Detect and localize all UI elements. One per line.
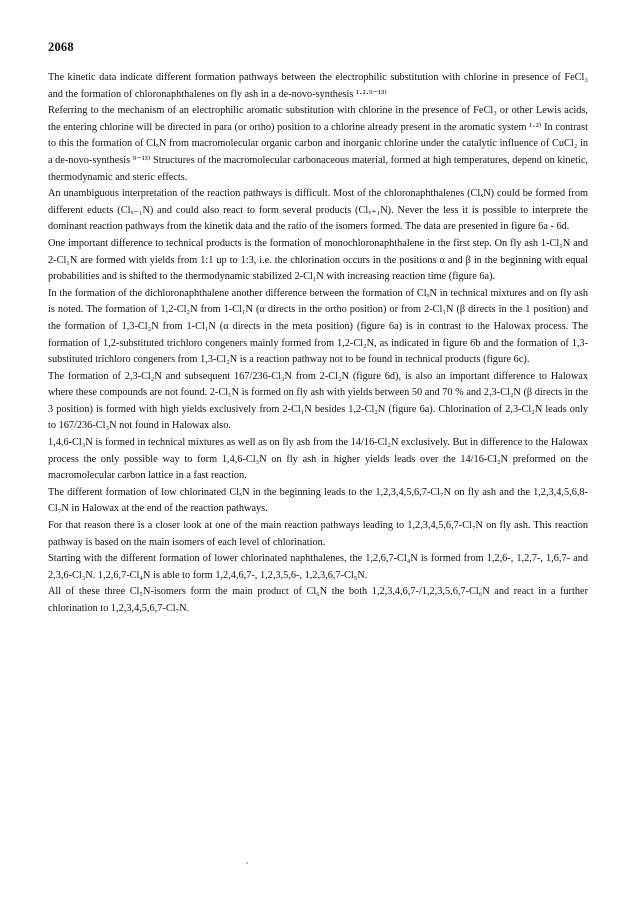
paragraph-reaction-pathways: An unambiguous interpretation of the reaction pathways is difficult. Most of the chloronaphthalenes (ClₓN) could be formed from different educts (Clₓ₋₁N) and could also react to form several products (Clₓ₊₁N). Never the less it is possible to interprete the dominant reaction pathways from the kinetik data and the ratio of the isomers formed. The data are presented in figure 6a - 6d. xyxy=(48,188,588,233)
paragraph-heptachloronaphthalene: The different formation of low chlorinated ClₓN in the beginning leads to the 1,2,3,4,5,6,7-Cl₇N on fly ash and the 1,2,3,4,5,6,8-Cl₇N in Halowax at the end of the reaction pathways. xyxy=(48,486,588,515)
paragraph-tetrachloronaphthalene: Starting with the different formation of lower chlorinated naphthalenes, the 1,2,6,7-Cl₄N is formed from 1,2,6-, 1,2,7-, 1,6,7- and 2,3,6-Cl₃N. 1,2,6,7-Cl₄N is able to form 1,2,4,6,7-, 1,2,3,5,6-, 1,2,3,6,7-Cl₅N. xyxy=(48,553,588,581)
paragraph-1-4-6-trichloronaphthalene: 1,4,6-Cl₃N is formed in technical mixtures as well as on fly ash from the 14/16-Cl₂N exclusively. But in difference to the Halowax process the only possible way to form 1,4,6-Cl₃N on fly ash in higher yields leads over the 14/16-Cl₂N preformed on the macromolecular carbon lattice in a fast reaction. xyxy=(48,437,588,482)
paragraph-dichloronaphthalene: In the formation of the dichloronaphthalene another difference between the formation of ClₓN in technical mixtures and on fly ash is noted. The formation of 1,2-Cl₂N from 1-Cl₁N (α directs in the ortho position) or from 2-Cl₁N (β directs in the 1 position) and the formation of 1,3-Cl₂N from 1-Cl₁N (α directs in the meta position) (figure 6a) is in contrast to the Halowax process. The formation of 1,2-substituted trichloro congeners mainly formed from 1,2-Cl₂N, as indicated in figure 6b and the formation of 1,3-substituted trichloro congeners from 1,3-Cl₂N is a reaction pathway not to be found in technical products (figure 6c). xyxy=(48,287,588,366)
paragraph-pentachloro-isomers: All of these three Cl₅N-isomers form the main product of Cl₆N the both 1,2,3,4,6,7-/1,2,3,5,6,7-Cl₆N and react in a further chlorination to 1,2,3,4,5,6,7-Cl₇N. xyxy=(48,586,588,614)
paragraph-main-pathway: For that reason there is a closer look at one of the main reaction pathways leading to 1,2,3,4,5,6,7-Cl₇N on fly ash. This reaction pathway is based on the main isomers of each level of chlorination. xyxy=(48,520,588,548)
paragraph-monochloronaphthalene: One important difference to technical products is the formation of monochloronaphthalene in the first step. On fly ash 1-Cl₁N and 2-Cl₁N are formed with yields from 1:1 up to 1:3, i.e. the chlorination occurs in the positions α and β in the beginning with equal probabilities and is shifted to the thermodynamic stabilized 2-Cl₁N with increasing reaction time (figure 6a). xyxy=(48,237,588,283)
page-number: 2068 xyxy=(48,40,74,54)
body-text xyxy=(48,70,588,618)
paragraph-2-3-dichloronaphthalene: The formation of 2,3-Cl₂N and subsequent 167/236-Cl₃N from 2-Cl₂N (figure 6d), is also an important difference to Halowax where these compounds are not found. 2-Cl₁N is formed on fly ash with yields between 50 and 70 % and 2,3-Cl₂N (β directs in the 3 position) is formed with high yields exclusively from 2-Cl₁N besides 1,2-Cl₂N (figure 6a). Chlorination of 2,3-Cl₂N leads only to 167/236-Cl₃N not found in Halowax also. xyxy=(48,370,588,432)
paragraph-electrophilic-mechanism: Referring to the mechanism of an electrophilic aromatic substitution with chlorine in the presence of FeCl₃ or other Lewis acids, the entering chlorine will be directed in para (or ortho) position to a chlorine already present in the aromatic system ¹·²⁾ In contrast to this the formation of ClₓN from macromolecular organic carbon and inorganic chlorine under the catalytic influence of CuCl₂ in a de-novo-synthesis ⁹⁻¹³⁾ Structures of the macromolecular carbonaceous material, formed at high temperatures, depend on kinetic, thermodynamic and steric effects. xyxy=(48,105,588,183)
paragraph-kinetic-data: The kinetic data indicate different formation pathways between the electrophilic substitution with chlorine in presence of FeCl₃ and the formation of chloronaphthalenes on fly ash in a de-novo-synthesis ¹·²·⁹⁻¹³⁾ xyxy=(48,72,588,100)
scan-speck xyxy=(246,862,248,864)
